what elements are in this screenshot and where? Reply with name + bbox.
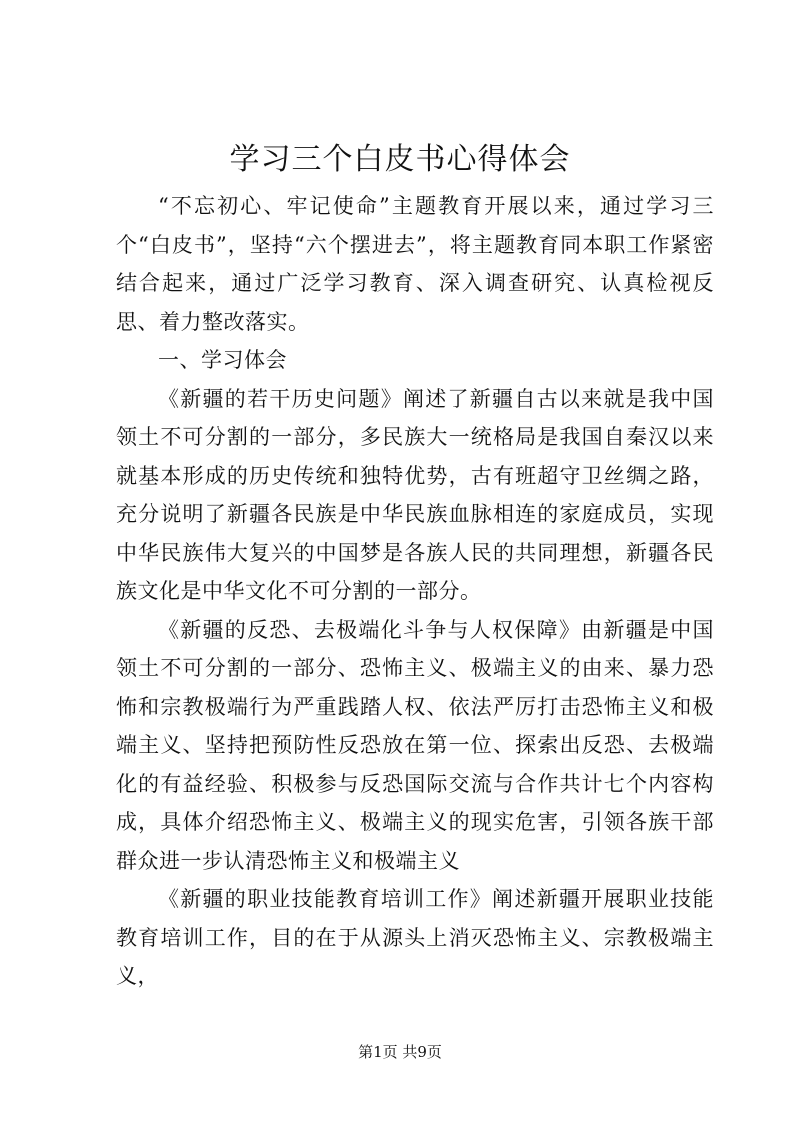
counterterrorism-paragraph: 《新疆的反恐、去极端化斗争与人权保障》由新疆是中国领土不可分割的一部分、恐怖主义、极端主义的由来、暴力恐怖和宗教极端行为严重践踏人权、依法严厉打击恐怖主义和极端主义、坚持把预防性反恐放在第一位、探索出反恐、去极端化的有益经验、积极参与反恐国际交流与合作共计七个内容构成，具体介绍恐怖主义、极端主义的现实危害，引领各族干部群众进一步认清恐怖主义和极端主义 xyxy=(116,617,714,873)
document-title: 学习三个白皮书心得体会 xyxy=(229,142,571,177)
intro-paragraph: “不忘初心、牢记使命”主题教育开展以来，通过学习三个“白皮书”，坚持“六个摆进去”，将主题教育同本职工作紧密结合起来，通过广泛学习教育、深入调查研究、认真检视反思、着力整改落实。 xyxy=(116,194,714,334)
page-footer: 第1页 共9页 xyxy=(358,1043,442,1061)
vocational-training-paragraph: 《新疆的职业技能教育培训工作》阐述新疆开展职业技能教育培训工作，目的在于从源头上消灭恐怖主义、宗教极端主义， xyxy=(116,887,714,988)
document-body xyxy=(116,187,714,996)
section-heading: 一、学习体会 xyxy=(158,348,287,372)
history-paragraph: 《新疆的若干历史问题》阐述了新疆自古以来就是我中国领土不可分割的一部分，多民族大一统格局是我国自秦汉以来就基本形成的历史传统和独特优势，古有班超守卫丝绸之路，充分说明了新疆各民族是中华民族血脉相连的家庭成员，实现中华民族伟大复兴的中国梦是各族人民的共同理想，新疆各民族文化是中华文化不可分割的一部分。 xyxy=(116,386,714,603)
